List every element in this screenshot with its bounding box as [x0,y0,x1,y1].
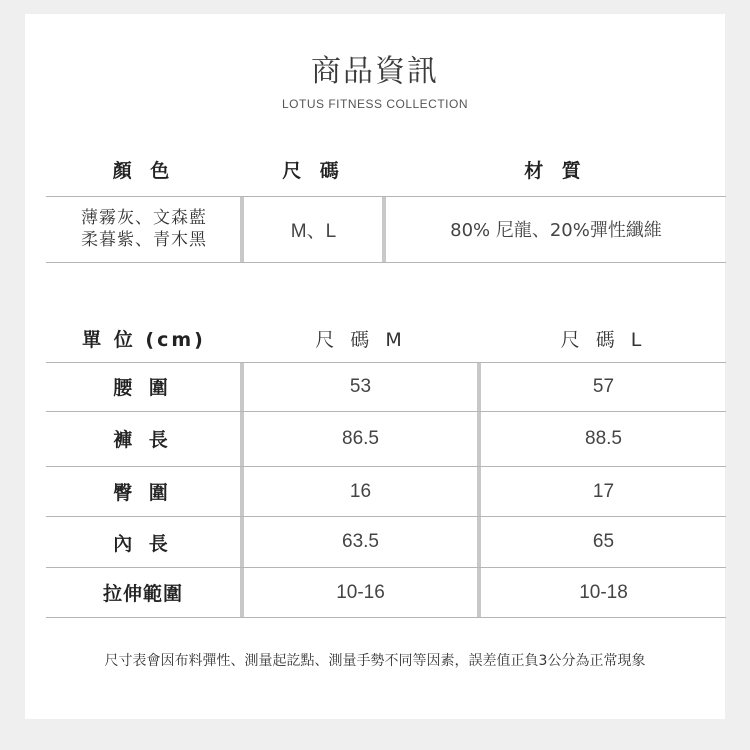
row-value-stretch-m: 10-16 [336,581,385,603]
product-info-card [25,14,725,719]
row-value-length-m: 86.5 [342,427,379,449]
row-value-stretch-l: 10-18 [579,581,628,603]
row-label-stretch: 拉伸範圍 [102,583,183,605]
sizes-cell: M、L [290,220,337,242]
header-material: 材 質 [524,159,587,182]
row-value-inseam-m: 63.5 [342,531,379,552]
collection-subtitle: LOTUS FITNESS COLLECTION [281,97,469,111]
info-table-divider-bottom [46,262,726,263]
header-color: 顏 色 [112,159,176,182]
size-table-divider-5 [46,617,726,618]
row-value-length-l: 88.5 [585,427,622,449]
row-label-hip: 臀 圍 [113,482,173,504]
row-value-waist-l: 57 [592,375,615,397]
row-label-length: 褲 長 [113,429,173,451]
material-cell: 80% 尼龍、20%彈性纖維 [450,220,662,241]
row-label-waist: 腰 圍 [113,377,173,399]
colors-line-2: 柔暮紫、青木黑 [81,230,207,250]
row-value-inseam-l: 65 [592,531,615,552]
row-value-hip-m: 16 [349,480,372,502]
row-label-inseam: 內 長 [113,532,173,555]
page-title: 商品資訊 [311,54,439,89]
colors-line-1: 薄霧灰、文森藍 [81,208,207,228]
measurement-note: 尺寸表會因布料彈性、測量起訖點、測量手勢不同等因素，誤差值正負3公分為正常現象 [104,653,646,669]
row-value-hip-l: 17 [592,480,615,502]
header-size-m: 尺 碼 M [315,328,407,351]
colors-cell [46,197,242,261]
header-size: 尺 碼 [282,159,345,182]
row-value-waist-m: 53 [349,375,372,397]
header-size-l: 尺 碼 L [560,328,647,351]
header-unit: 單 位 (cm) [82,328,206,351]
